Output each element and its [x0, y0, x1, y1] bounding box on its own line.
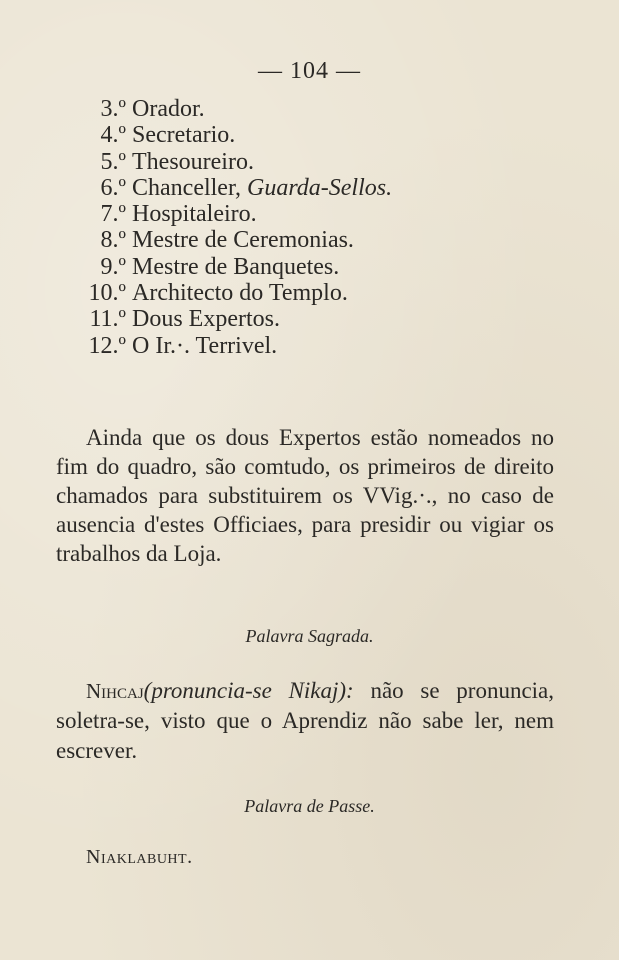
list-item: [50, 280, 392, 306]
officer-name: Orador.: [132, 96, 205, 122]
officer-number: 8.º: [100, 227, 126, 254]
section-heading-pass-word: Palavra de Passe.: [244, 796, 375, 816]
sacred-word: Nihcaj: [86, 679, 144, 703]
officer-name: [132, 175, 392, 201]
officer-number: 9.º: [100, 253, 126, 280]
officer-number: 7.º: [100, 201, 126, 228]
sacred-word-paragraph: [56, 676, 560, 766]
paragraph-text: Ainda que os dous Expertos estão nomeados no fim do quadro, são comtudo, os primeiros de direito chamados para substituirem os VVig.·., no caso de ausencia d'estes Officiaes, para presidir ou vigiar os trabalhos da Loja.: [56, 425, 554, 566]
list-item: [50, 201, 392, 227]
officer-name: Mestre de Ceremonias.: [132, 227, 354, 254]
officer-name-italic: Guarda-Sellos.: [246, 174, 393, 201]
list-item: [50, 149, 392, 175]
officer-number: 11.º: [89, 306, 126, 333]
officer-number: 4.º: [100, 122, 126, 149]
officer-number: 5.º: [100, 148, 126, 175]
list-item: [50, 306, 392, 332]
list-item: [50, 175, 392, 201]
officer-name: Secretario.: [132, 122, 236, 149]
body-paragraph: [56, 423, 554, 568]
list-item: [50, 227, 392, 253]
page-number: — 104 —: [258, 58, 361, 84]
section-heading-sacred-word: Palavra Sagrada.: [245, 626, 374, 646]
list-item: [50, 333, 392, 359]
officer-name: Mestre de Banquetes.: [132, 253, 340, 280]
list-item: [50, 254, 392, 280]
officer-list: [50, 96, 392, 359]
officer-name-roman: Chanceller,: [132, 174, 247, 201]
list-item: [50, 122, 392, 148]
officer-number: 10.º: [88, 280, 126, 307]
officer-number: 6.º: [100, 174, 126, 201]
pass-word: Niaklabuht.: [86, 846, 193, 868]
sacred-word-explanation: não se pronuncia, soletra-se, visto que o Aprendiz não sabe ler, nem escrever.: [56, 678, 560, 763]
officer-number: 12.º: [88, 332, 126, 359]
list-item: [50, 96, 392, 122]
pronunciation-note: (pronuncia-se Nikaj):: [143, 678, 354, 703]
officer-name: Architecto do Templo.: [132, 280, 348, 307]
officer-name: Dous Expertos.: [132, 306, 280, 333]
officer-name: Thesoureiro.: [132, 148, 254, 175]
officer-number: 3.º: [100, 96, 126, 122]
officer-name: Hospitaleiro.: [132, 201, 257, 228]
officer-name: O Ir.·. Terrivel.: [132, 332, 278, 359]
